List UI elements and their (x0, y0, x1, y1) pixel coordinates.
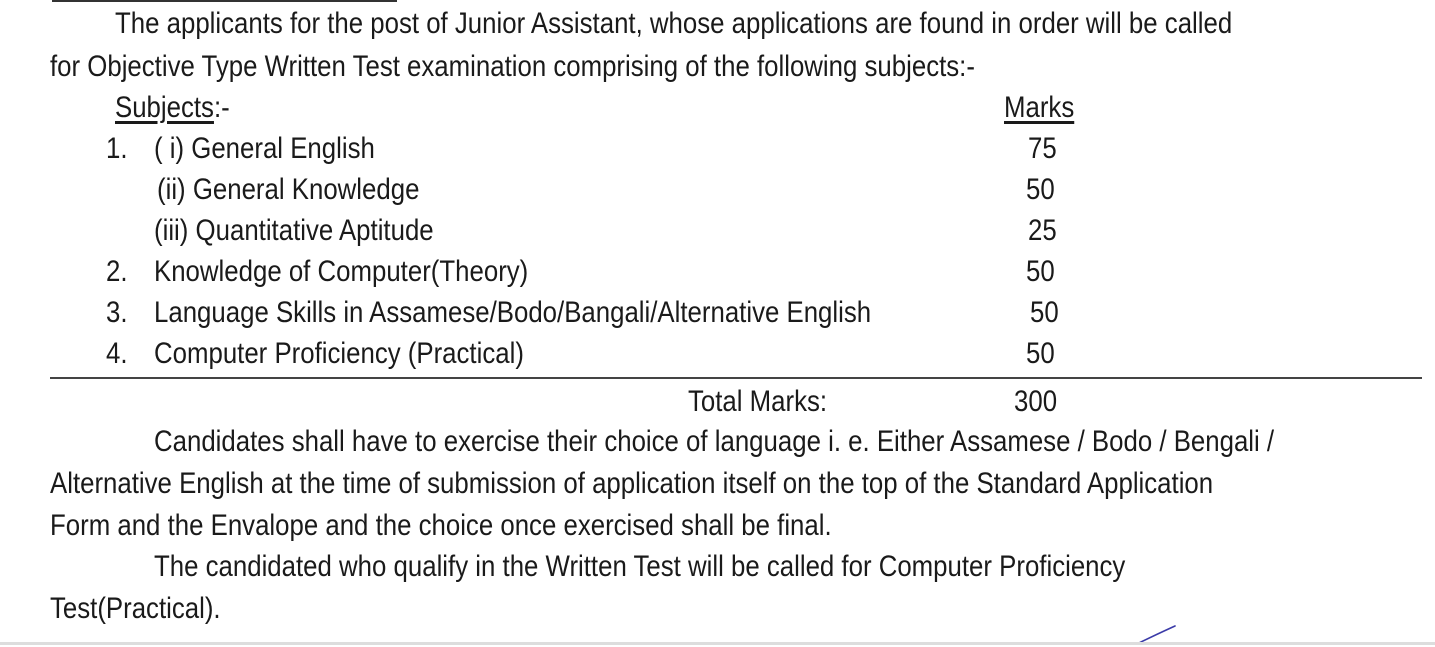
row-label: (iii) Quantitative Aptitude (154, 214, 434, 247)
row-marks: 75 (1028, 132, 1057, 165)
para2-line-2: Alternative English at the time of submission of application itself on the top of the Standard Application (50, 467, 1214, 500)
top-rule (52, 0, 397, 2)
intro-line-2: for Objective Type Written Test examination comprising of the following subjects:- (50, 50, 975, 83)
row-label: Knowledge of Computer(Theory) (154, 255, 529, 288)
para3-line-1: The candidated who qualify in the Written Test will be called for Computer Proficiency (154, 550, 1126, 583)
row-number: 3. (106, 296, 128, 329)
para2-line-1: Candidates shall have to exercise their choice of language i. e. Either Assamese / Bodo / Bengali / (154, 425, 1275, 458)
row-number: 1. (106, 132, 128, 165)
row-number: 2. (106, 255, 128, 288)
para3-line-2: Test(Practical). (50, 592, 221, 625)
row-marks: 50 (1030, 296, 1059, 329)
marks-header: Marks (1004, 91, 1075, 124)
subjects-header (115, 91, 230, 125)
row-marks: 25 (1028, 214, 1057, 247)
intro-line-1: The applicants for the post of Junior Assistant, whose applications are found in order will be called (115, 7, 1233, 40)
row-label: ( i) General English (154, 132, 375, 165)
total-label: Total Marks: (688, 385, 828, 418)
subjects-header-suffix: :- (213, 91, 230, 124)
para2-line-3: Form and the Envalope and the choice once exercised shall be final. (50, 509, 832, 542)
row-label: (ii) General Knowledge (157, 173, 420, 206)
table-divider (50, 377, 1422, 379)
total-value: 300 (1014, 385, 1058, 418)
row-marks: 50 (1026, 337, 1055, 370)
row-label: Language Skills in Assamese/Bodo/Bangali/Alternative English (154, 296, 872, 329)
row-label: Computer Proficiency (Practical) (154, 337, 524, 370)
row-marks: 50 (1026, 255, 1055, 288)
row-number: 4. (106, 337, 128, 370)
row-marks: 50 (1026, 173, 1055, 206)
subjects-header-text: Subjects (115, 91, 214, 124)
